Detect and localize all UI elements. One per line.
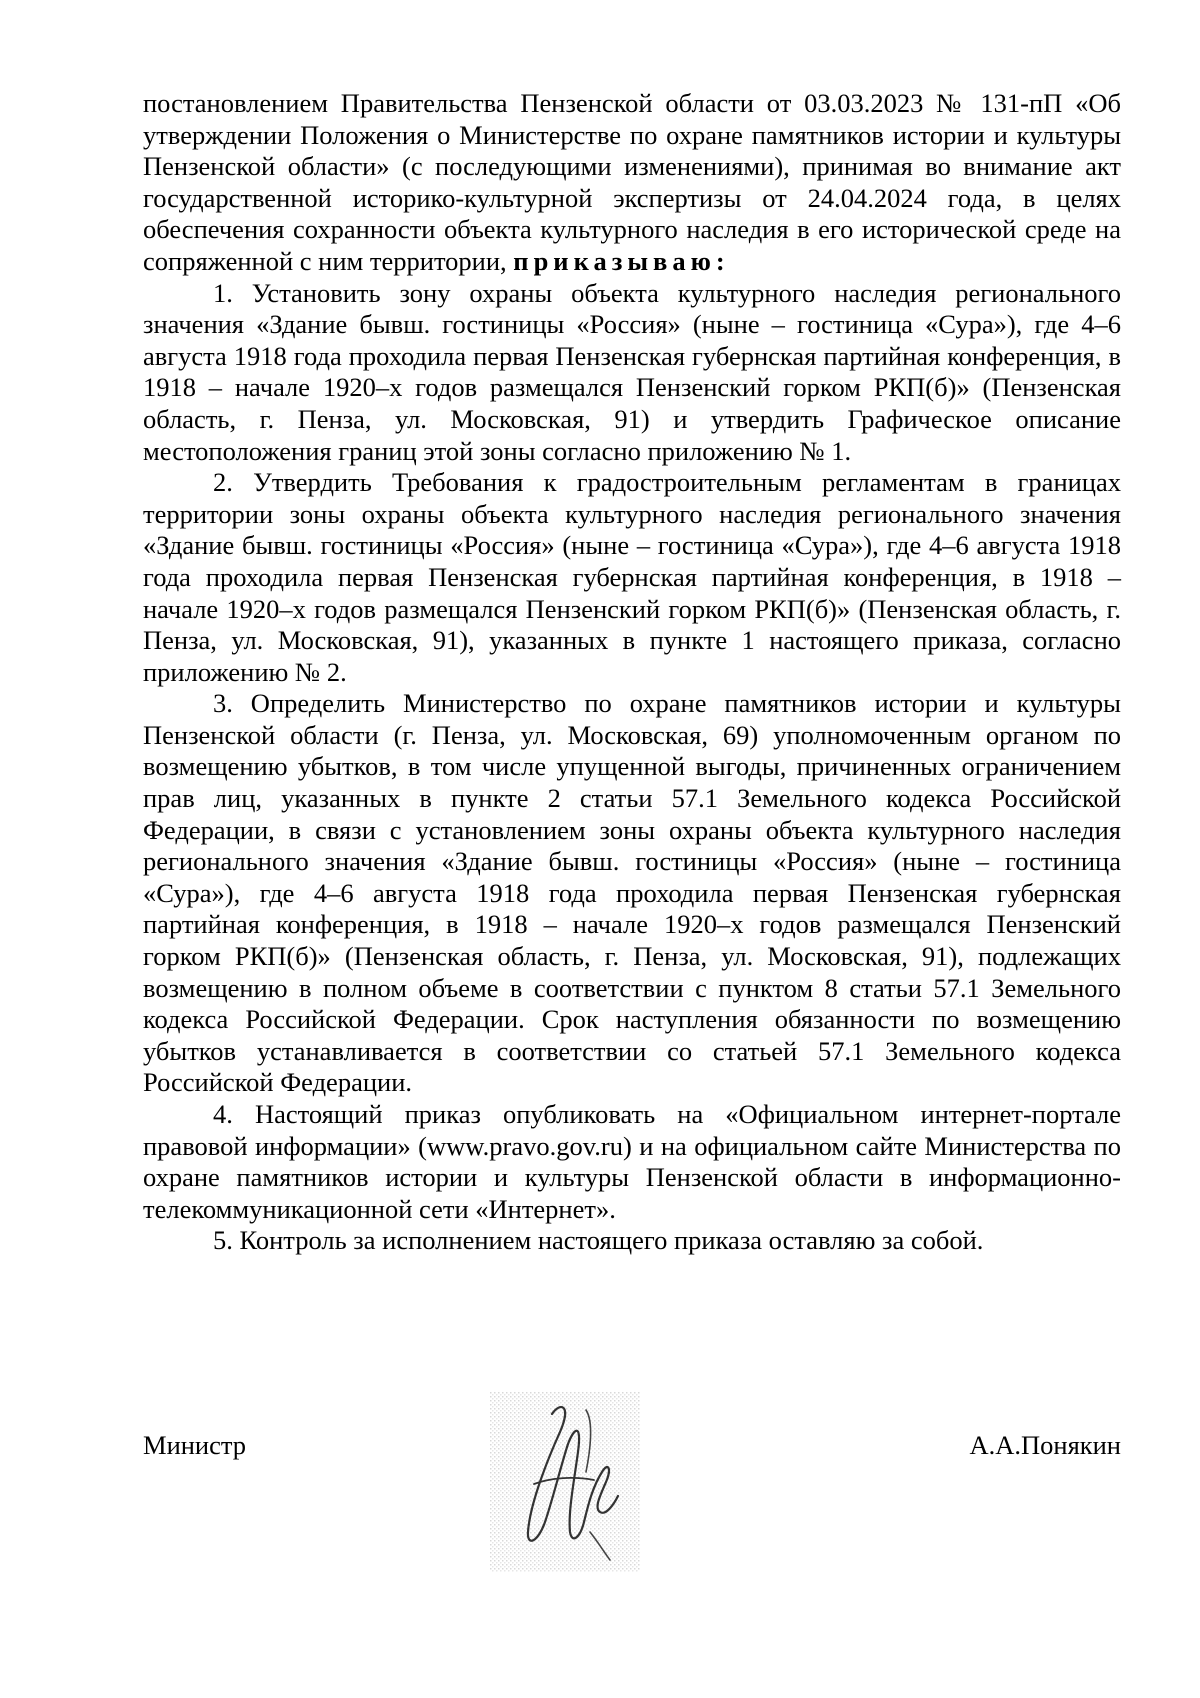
document-body — [143, 88, 1121, 1257]
order-item-5: 5. Контроль за исполнением настоящего приказа оставляю за собой. — [213, 1225, 984, 1256]
order-word: приказываю: — [513, 245, 730, 276]
signature-row — [143, 1430, 1121, 1470]
order-item-2: 2. Утвердить Требования к градостроительным регламентам в границах территории зоны охраны объекта культурного наследия регионального значения «Здание бывш. гостиницы «Россия» (ныне – гостиница «Сура»), где 4–6 августа 1918 года проходила первая Пензенская губернская партийная конференция, в 1918 – начале 1920–х годов размещался Пензенский горком РКП(б)» (Пензенская область, г. Пенза, ул. Московская, 91), указанных в пункте 1 настоящего приказа, согласно приложению № 2. — [143, 467, 1121, 687]
signer-position: Министр — [143, 1430, 247, 1460]
signer-name: А.А.Понякин — [969, 1430, 1121, 1460]
handwritten-signature-icon — [490, 1392, 640, 1572]
order-item-3: 3. Определить Министерство по охране памятников истории и культуры Пензенской области (г. Пенза, ул. Московская, 69) уполномоченным органом по возмещению убытков, в том числе упущенной выгоды, причиненных ограничением прав лиц, указанных в пункте 2 статьи 57.1 Земельного кодекса Российской Федерации, в связи с установлением зоны охраны объекта культурного наследия регионального значения «Здание бывш. гостиницы «Россия» (ныне – гостиница «Сура»), где 4–6 августа 1918 года проходила первая Пензенская губернская партийная конференция, в 1918 – начале 1920–х годов размещался Пензенский горком РКП(б)» (Пензенская область, г. Пенза, ул. Московская, 91), подлежащих возмещению в полном объеме в соответствии с пунктом 8 статьи 57.1 Земельного кодекса Российской Федерации. Срок наступления обязанности по возмещению убытков устанавливается в соответствии со статьей 57.1 Земельного кодекса Российской Федерации. — [143, 688, 1121, 1098]
order-item-1: 1. Установить зону охраны объекта культурного наследия регионального значения «Здание бывш. гостиницы «Россия» (ныне – гостиница «Сура»), где 4–6 августа 1918 года проходила первая Пензенская губернская партийная конференция, в 1918 – начале 1920–х годов размещался Пензенский горком РКП(б)» (Пензенская область, г. Пенза, ул. Московская, 91) и утвердить Графическое описание местоположения границ этой зоны согласно приложению № 1. — [143, 277, 1121, 466]
intro-paragraph — [143, 88, 1121, 278]
order-item-4: 4. Настоящий приказ опубликовать на «Официальном интернет-портале правовой информации» (www.pravo.gov.ru) и на официальном сайте Министерства по охране памятников истории и культуры Пензенской области в информационно-телекоммуникационной сети «Интернет». — [143, 1099, 1121, 1224]
intro-text: постановлением Правительства Пензенской области от 03.03.2023 № 131-пП «Об утверждении Положения о Министерстве по охране памятников истории и культуры Пензенской области» (с последующими изменениями), принимая во внимание акт государственной историко-культурной экспертизы от 24.04.2024 года, в целях обеспечения сохранности объекта культурного наследия в его исторической среде на сопряженной с ним территории, — [143, 88, 1121, 276]
